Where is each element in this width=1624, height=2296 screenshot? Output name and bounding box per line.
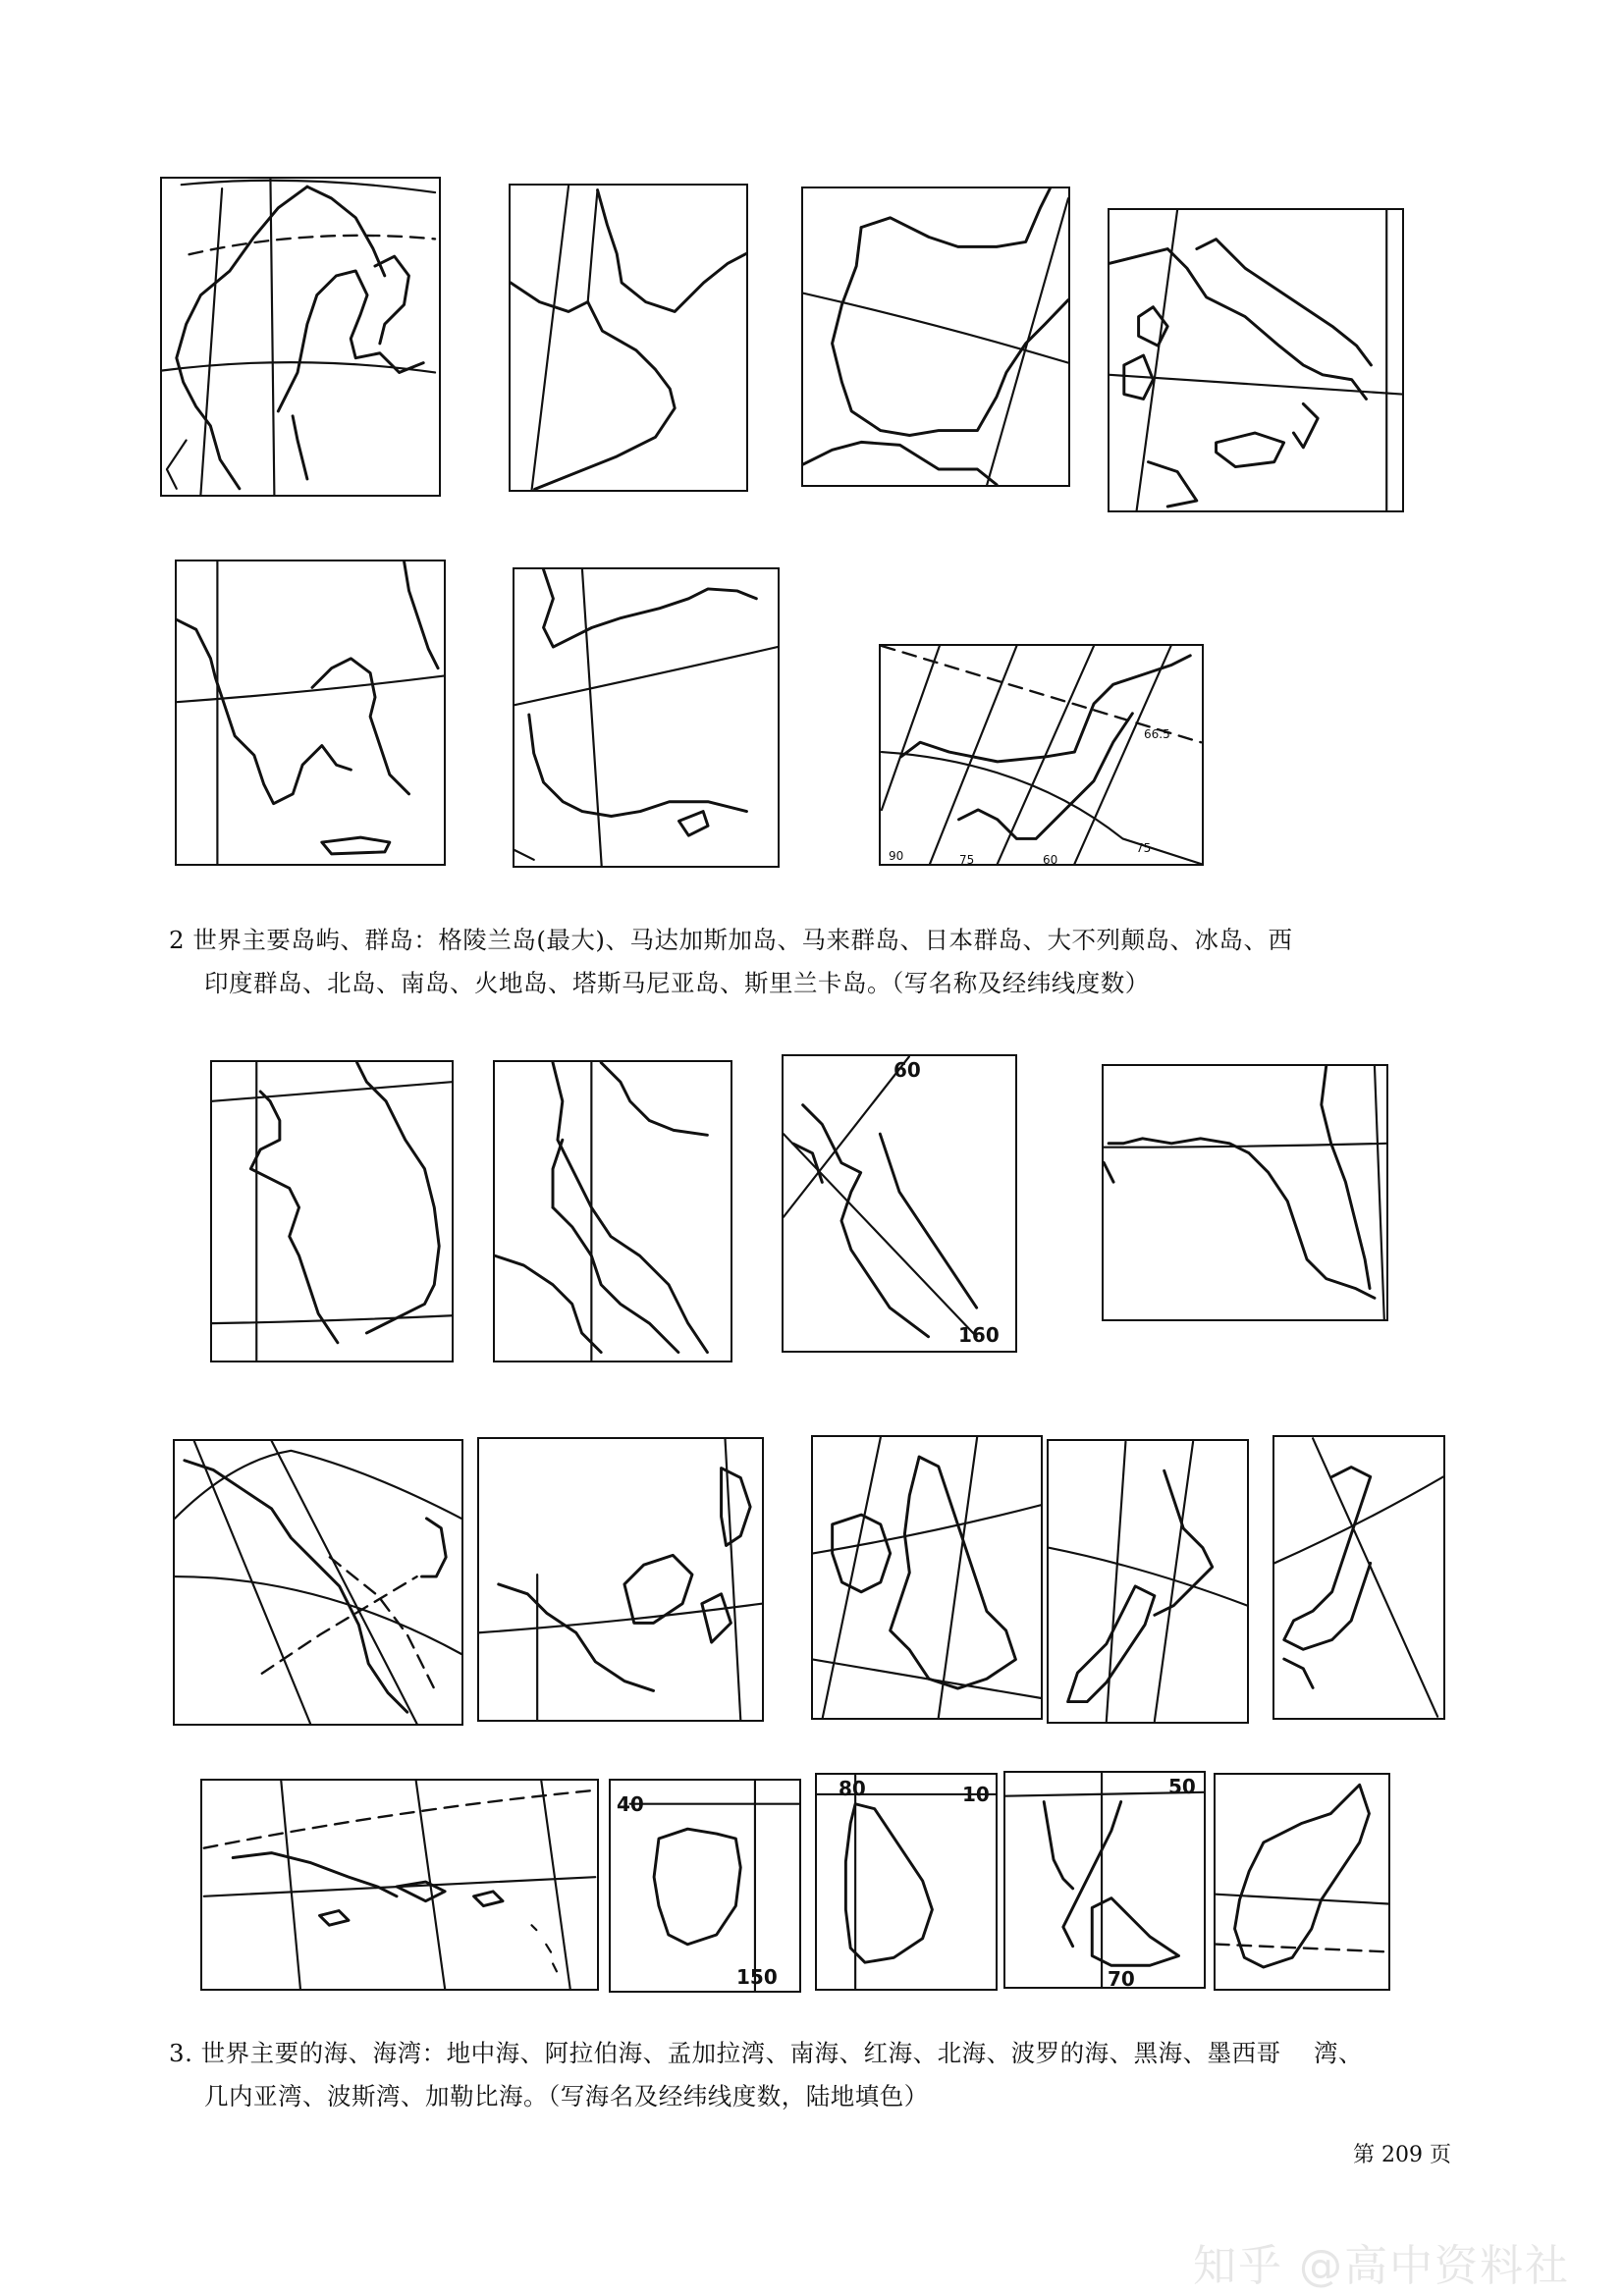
map-sumatra-java-diag-outline xyxy=(175,1441,461,1724)
map-red-sea-arc xyxy=(879,644,1204,866)
map-sri-lanka-label-right: 10 xyxy=(962,1783,990,1806)
map-iberia xyxy=(801,187,1070,487)
map-sri-lanka xyxy=(815,1773,998,1991)
map-florida-outline xyxy=(1104,1066,1386,1319)
map-italy xyxy=(1108,208,1404,512)
seas-paragraph xyxy=(169,2032,1485,2118)
seas-line-2: 几内亚湾、波斯湾、加勒比海。（写海名及经纬线度数，陆地填色） xyxy=(204,2082,929,2110)
map-british-isles xyxy=(811,1435,1043,1720)
map-indonesia xyxy=(477,1437,764,1722)
map-florida xyxy=(1102,1064,1388,1321)
map-tasmania xyxy=(609,1779,801,1993)
map-new-zealand-outline xyxy=(1049,1441,1247,1722)
map-red-sea-label-d: 60 xyxy=(1043,853,1058,866)
map-tierra-label-bottom: 70 xyxy=(1108,1967,1135,1989)
map-indonesia-outline xyxy=(479,1439,762,1720)
map-red-sea-arc-lines xyxy=(881,646,1202,864)
map-japan-north-label-bottom: 160 xyxy=(958,1323,1000,1347)
map-japan xyxy=(1272,1435,1445,1720)
page-number: 第 209 页 xyxy=(1353,2143,1451,2167)
map-new-zealand xyxy=(1047,1439,1249,1724)
map-scandinavia-outline xyxy=(162,179,439,495)
map-west-indies xyxy=(200,1779,599,1991)
map-sri-lanka-outline xyxy=(817,1775,996,1989)
map-greece xyxy=(175,560,446,866)
map-turkey xyxy=(513,567,780,868)
map-italy-outline xyxy=(1110,210,1402,510)
map-tierra-del-fuego-outline xyxy=(1005,1773,1204,1987)
islands-line-1: 2 世界主要岛屿、群岛：格陵兰岛(最大)、马达加斯加岛、马来群岛、日本群岛、大不列颠岛、冰岛、西 xyxy=(169,926,1293,954)
map-west-indies-outline xyxy=(202,1781,597,1989)
map-japan-north-label-top: 60 xyxy=(893,1058,921,1082)
seas-line-1: 3. 世界主要的海、海湾：地中海、阿拉伯海、孟加拉湾、南海、红海、北海、波罗的海、黑海、墨西哥 湾、 xyxy=(169,2039,1363,2067)
map-red-sea-label-b: 90 xyxy=(889,849,904,863)
map-tasmania-label-bottom: 150 xyxy=(736,1965,778,1989)
map-red-sea-label-c: 75 xyxy=(959,853,975,866)
map-malay-peninsula-outline xyxy=(495,1062,731,1361)
map-madagascar xyxy=(1214,1773,1390,1991)
islands-paragraph xyxy=(169,919,1485,1005)
map-tierra-label-top: 50 xyxy=(1168,1775,1196,1798)
map-madagascar-outline xyxy=(1216,1775,1388,1989)
map-japan-north xyxy=(782,1054,1017,1353)
map-malay-peninsula xyxy=(493,1060,732,1362)
watermark: 知乎 @高中资料社 xyxy=(1193,2241,1570,2291)
map-red-sea-label-e: 75 xyxy=(1136,841,1152,855)
map-korea-outline xyxy=(212,1062,452,1361)
map-japan-outline xyxy=(1274,1437,1443,1718)
islands-line-2: 印度群岛、北岛、南岛、火地岛、塔斯马尼亚岛、斯里兰卡岛。（写名称及经纬线度数） xyxy=(204,969,1150,997)
map-korea xyxy=(210,1060,454,1362)
map-japan-north-outline xyxy=(784,1056,1015,1351)
map-tasmania-label-left: 40 xyxy=(617,1792,644,1816)
map-arabia xyxy=(509,184,748,492)
map-greece-outline xyxy=(177,561,444,864)
map-arabia-outline xyxy=(511,186,746,490)
map-sri-lanka-label-top: 80 xyxy=(839,1777,866,1800)
map-red-sea-label-a: 66.5 xyxy=(1144,727,1170,741)
map-turkey-outline xyxy=(514,569,778,866)
map-scandinavia xyxy=(160,177,441,497)
map-tierra-del-fuego xyxy=(1003,1771,1206,1989)
map-british-isles-outline xyxy=(813,1437,1041,1718)
map-iberia-outline xyxy=(803,188,1068,485)
map-sumatra-java-diag xyxy=(173,1439,463,1726)
